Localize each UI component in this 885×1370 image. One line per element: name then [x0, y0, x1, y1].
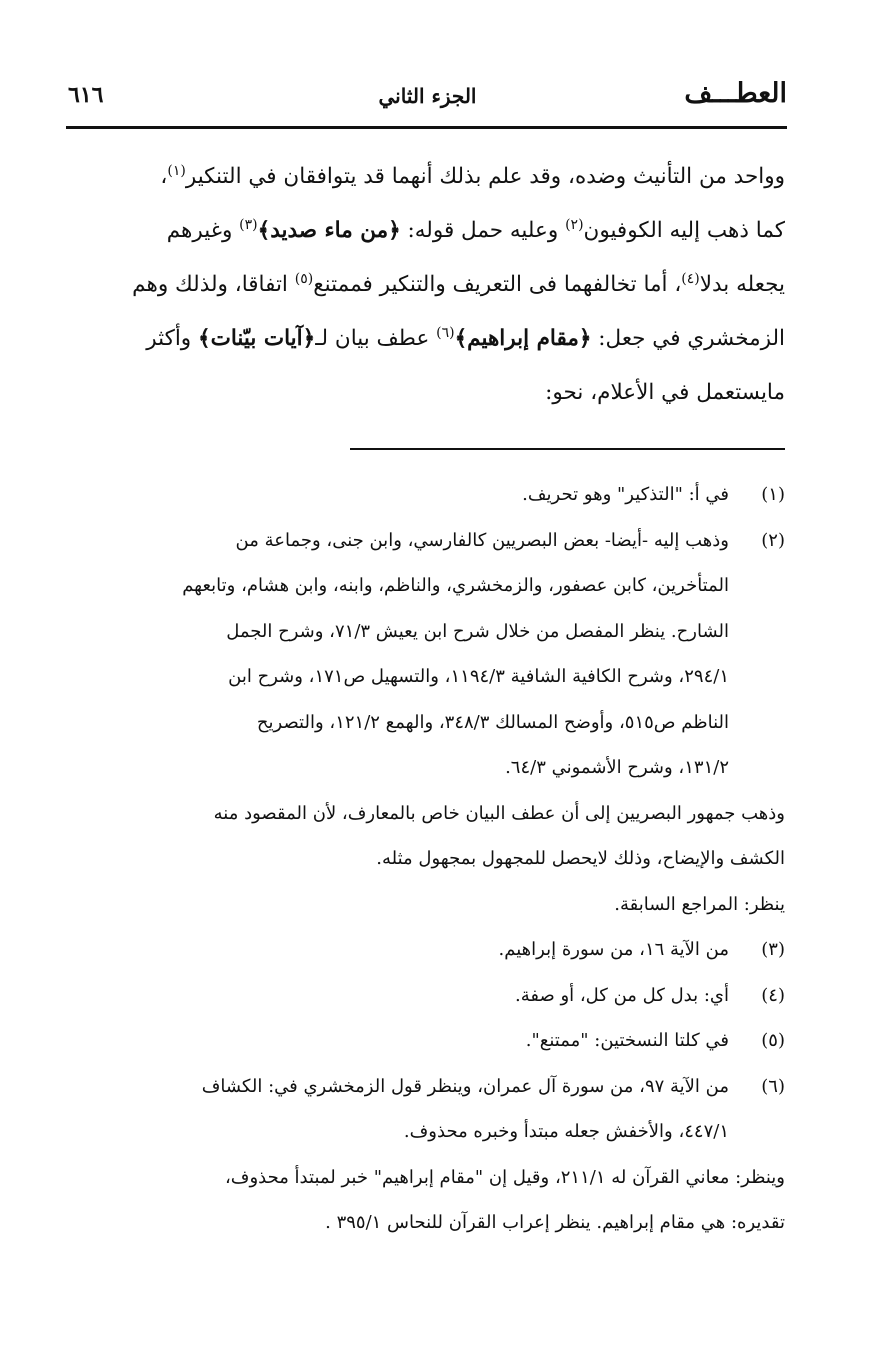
footnote-divider: [350, 448, 785, 450]
footnote-2-continued: وذهب جمهور البصريين إلى أن عطف البيان خاص بالمعارف، لأن المقصود منه الكشف والإيضاح، وذلك لايحصل للمجهول بمجهول مثله. ينظر: المراجع السابقة.: [213, 802, 785, 915]
page-number: ٦١٦: [68, 82, 104, 108]
footnote-3: (٣) من الآية ١٦، من سورة إبراهيم.: [498, 939, 785, 960]
text-line: مايستعمل في الأعلام، نحو:: [545, 380, 785, 405]
quran-quote: ﴿مقام إبراهيم﴾: [454, 326, 592, 351]
text-line: الزمخشري في جعل: ﴿مقام إبراهيم﴾$^{(٦)}$ عطف بيان لـ﴿آيات بيّنات﴾ وأكثر: [146, 324, 785, 351]
text-line: وواحد من التأنيث وضده، وقد علم بذلك أنهما قد يتوافقان في التنكير$^{(١)}$،: [160, 162, 785, 189]
volume-label: الجزء الثاني: [378, 84, 477, 108]
main-text: [66, 150, 785, 420]
text-line: كما ذهب إليه الكوفيون$^{(٢)}$ وعليه حمل قوله: ﴿من ماء صديد﴾$^{(٣)}$ وغيرهم: [166, 216, 785, 243]
text-line: يجعله بدلا$^{(٤)}$، أما تخالفهما فى التعريف والتنكير فممتنع$^{(٥)}$ اتفاقا، ولذلك وهم: [132, 270, 785, 297]
footnotes: [66, 472, 785, 1246]
footnote-1: (١) في أ: "التذكير" وهو تحريف.: [522, 484, 785, 505]
header-divider: [66, 126, 787, 129]
footnote-6-continued: وينظر: معاني القرآن له ٢١١/١، وقيل إن "مقام إبراهيم" خبر لمبتدأ محذوف، تقديره: هي مقام إبراهيم. ينظر إعراب القرآن للنحاس ٣٩٥/١ .: [224, 1166, 785, 1233]
quran-quote: ﴿من ماء صديد﴾: [257, 218, 401, 243]
footnote-6: (٦) من الآية ٩٧، من سورة آل عمران، وينظر قول الزمخشري في: الكشاف ٤٤٧/١، والأخفش جعله مبتدأ وخبره محذوف.: [201, 1075, 785, 1142]
footnote-5: (٥) في كلتا النسختين: "ممتنع".: [525, 1030, 785, 1051]
running-header: [68, 78, 787, 128]
footnote-2: (٢) وذهب إليه -أيضا- بعض البصريين كالفارسي، وابن جنى، وجماعة من المتأخرين، كابن عصفور، والزمخشري، والناظم، وابنه، وابن هشام، وتابعهم الشارح. ينظر المفصل من خلال شرح ابن يعيش ٧١/٣، وشرح الجمل ٢٩٤/١، وشرح الكافية الشافية ١١٩٤/٣، والتسهيل ص١٧١، وشرح ابن الناظم ص٥١٥، وأوضح المسالك ٣٤٨/٣، والهمع ١٢١/٢، والتصريح ١٣١/٢، وشرح الأشموني ٦٤/٣.: [182, 529, 785, 778]
footnote-4: (٤) أي: بدل كل من كل، أو صفة.: [514, 984, 785, 1006]
chapter-title: العطـــف: [684, 78, 787, 109]
quran-quote: ﴿آيات بيّنات﴾: [198, 326, 316, 351]
